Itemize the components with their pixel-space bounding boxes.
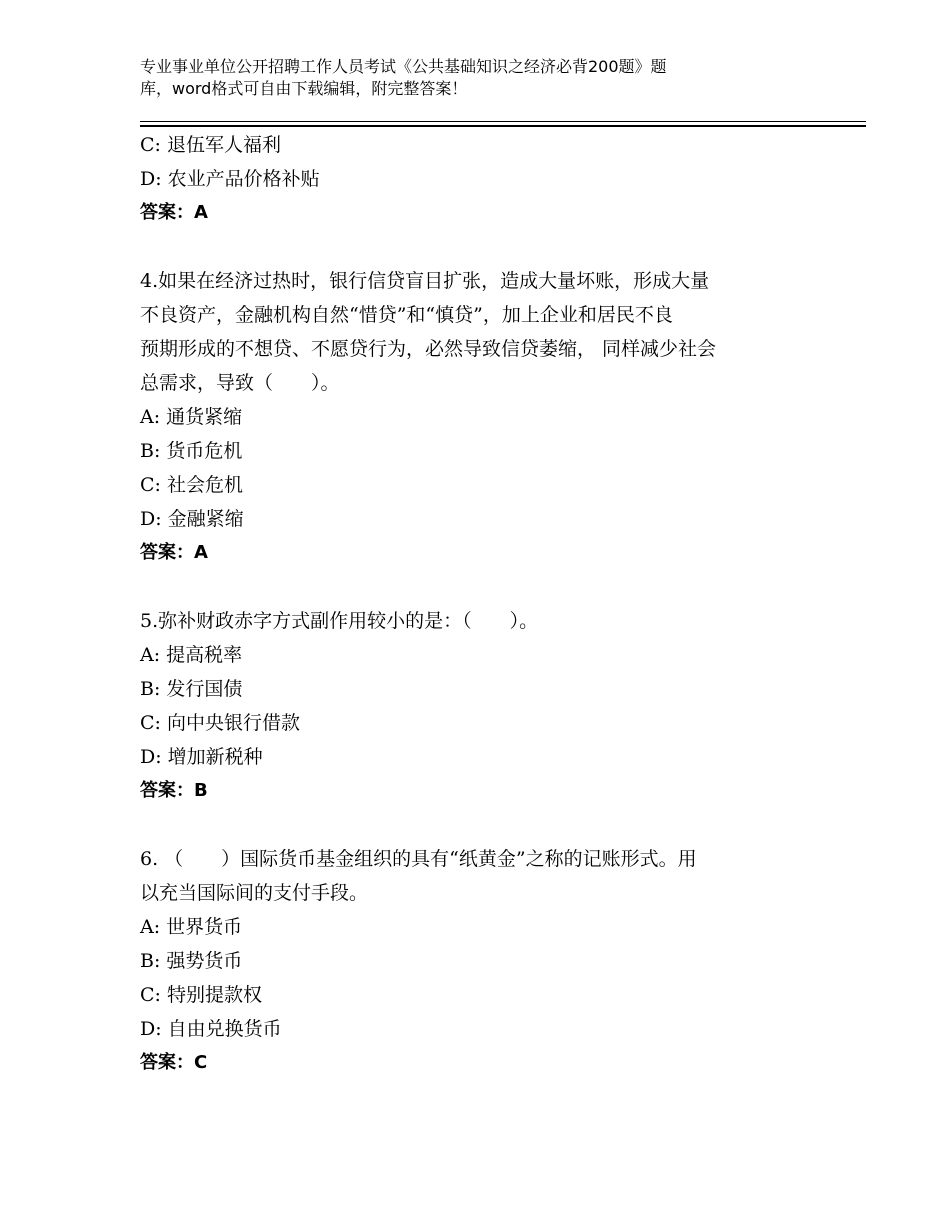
option-c: C: 退伍军人福利 <box>140 134 281 156</box>
option-b: B: 强势货币 <box>140 950 243 972</box>
option-d: D: 农业产品价格补贴 <box>140 168 320 190</box>
option-b: B: 货币危机 <box>140 440 243 462</box>
question-4 <box>140 264 820 570</box>
header-rule-thick <box>140 125 866 127</box>
question-text-line: 以充当国际间的支付手段。 <box>140 882 369 904</box>
document-body <box>140 128 820 1080</box>
option-b: B: 发行国债 <box>140 678 243 700</box>
option-a: A: 世界货币 <box>140 916 243 938</box>
option-c: C: 社会危机 <box>140 474 243 496</box>
header-line-1: 专业事业单位公开招聘工作人员考试《公共基础知识之经济必背200题》题 <box>140 57 667 76</box>
answer: 答案：A <box>140 542 208 563</box>
question-text-line: 4.如果在经济过热时，银行信贷盲目扩张，造成大量坏账，形成大量 <box>140 270 710 292</box>
document-header <box>140 56 780 100</box>
question-text-line: 不良资产，金融机构自然“惜贷”和“慎贷”，加上企业和居民不良 <box>140 304 673 326</box>
answer: 答案：B <box>140 780 208 801</box>
option-d: D: 增加新税种 <box>140 746 263 768</box>
question-text-line: 总需求，导致（ ）。 <box>140 372 340 394</box>
question-5 <box>140 604 820 808</box>
option-d: D: 自由兑换货币 <box>140 1018 282 1040</box>
question-3-tail <box>140 128 820 230</box>
option-c: C: 特别提款权 <box>140 984 262 1006</box>
answer: 答案：C <box>140 1052 208 1073</box>
option-a: A: 提高税率 <box>140 644 243 666</box>
option-a: A: 通货紧缩 <box>140 406 243 428</box>
question-text-line: 5.弥补财政赤字方式副作用较小的是：（ ）。 <box>140 610 539 632</box>
answer: 答案：A <box>140 202 208 223</box>
header-rule-thin <box>140 121 866 122</box>
question-text-line: 6. （ ）国际货币基金组织的具有“纸黄金”之称的记账形式。用 <box>140 848 697 870</box>
option-c: C: 向中央银行借款 <box>140 712 300 734</box>
header-line-2: 库，word格式可自由下载编辑，附完整答案！ <box>140 79 468 98</box>
question-text-line: 预期形成的不想贷、不愿贷行为，必然导致信贷萎缩， 同样减少社会 <box>140 338 717 360</box>
option-d: D: 金融紧缩 <box>140 508 244 530</box>
question-6 <box>140 842 820 1080</box>
